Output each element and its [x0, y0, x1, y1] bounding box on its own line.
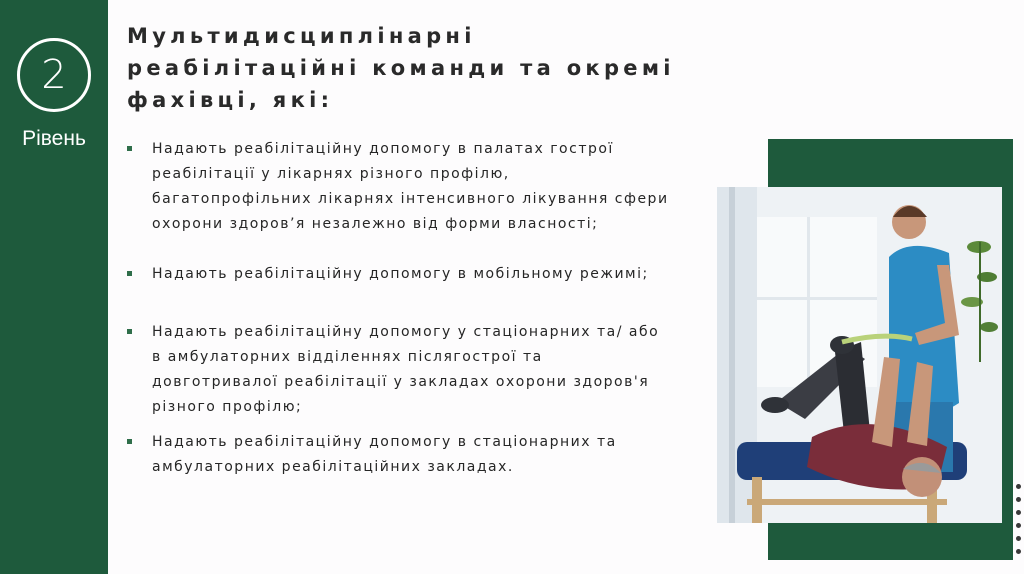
bullet-square-icon — [127, 146, 132, 151]
level-label: Рівень — [22, 127, 86, 150]
dot-icon — [1016, 549, 1021, 554]
decorative-dots — [1016, 484, 1024, 562]
bullet-text: Надають реабілітаційну допомогу у стаціонарних та/ або в амбулаторних відділеннях післягострої та довготривалої реабілітації у закладах охорони здоров'я різного профілю; — [152, 324, 660, 415]
title-line-1: Мультидисциплінарні — [127, 24, 476, 48]
bullet-text: Надають реабілітаційну допомогу в мобільному режимі; — [152, 266, 649, 282]
dot-icon — [1016, 510, 1021, 515]
bullet-text: Надають реабілітаційну допомогу в палатах гострої реабілітації у лікарнях різного профілю, багатопрофільних лікарнях інтенсивного лікування сфери охорони здоров’я незалежно від форми власності; — [152, 141, 669, 232]
dot-icon — [1016, 497, 1021, 502]
bullet-text: Надають реабілітаційну допомогу в стаціонарних та амбулаторних реабілітаційних закладах. — [152, 434, 617, 475]
sidebar — [0, 0, 108, 574]
dot-icon — [1016, 536, 1021, 541]
bullet-square-icon — [127, 329, 132, 334]
bullet-square-icon — [127, 271, 132, 276]
physiotherapy-photo — [717, 187, 1002, 523]
bullet-item — [127, 430, 707, 480]
level-number: 2 — [41, 52, 67, 98]
bullet-item — [127, 262, 707, 287]
dot-icon — [1016, 484, 1021, 489]
title-line-3: фахівці, які: — [127, 88, 334, 112]
level-number-circle — [17, 38, 91, 112]
bullet-item — [127, 137, 707, 237]
bullet-item — [127, 320, 707, 420]
dot-icon — [1016, 523, 1021, 528]
title-line-2: реабілітаційні команди та окремі — [127, 56, 675, 80]
bullet-square-icon — [127, 439, 132, 444]
page-title — [127, 20, 747, 116]
